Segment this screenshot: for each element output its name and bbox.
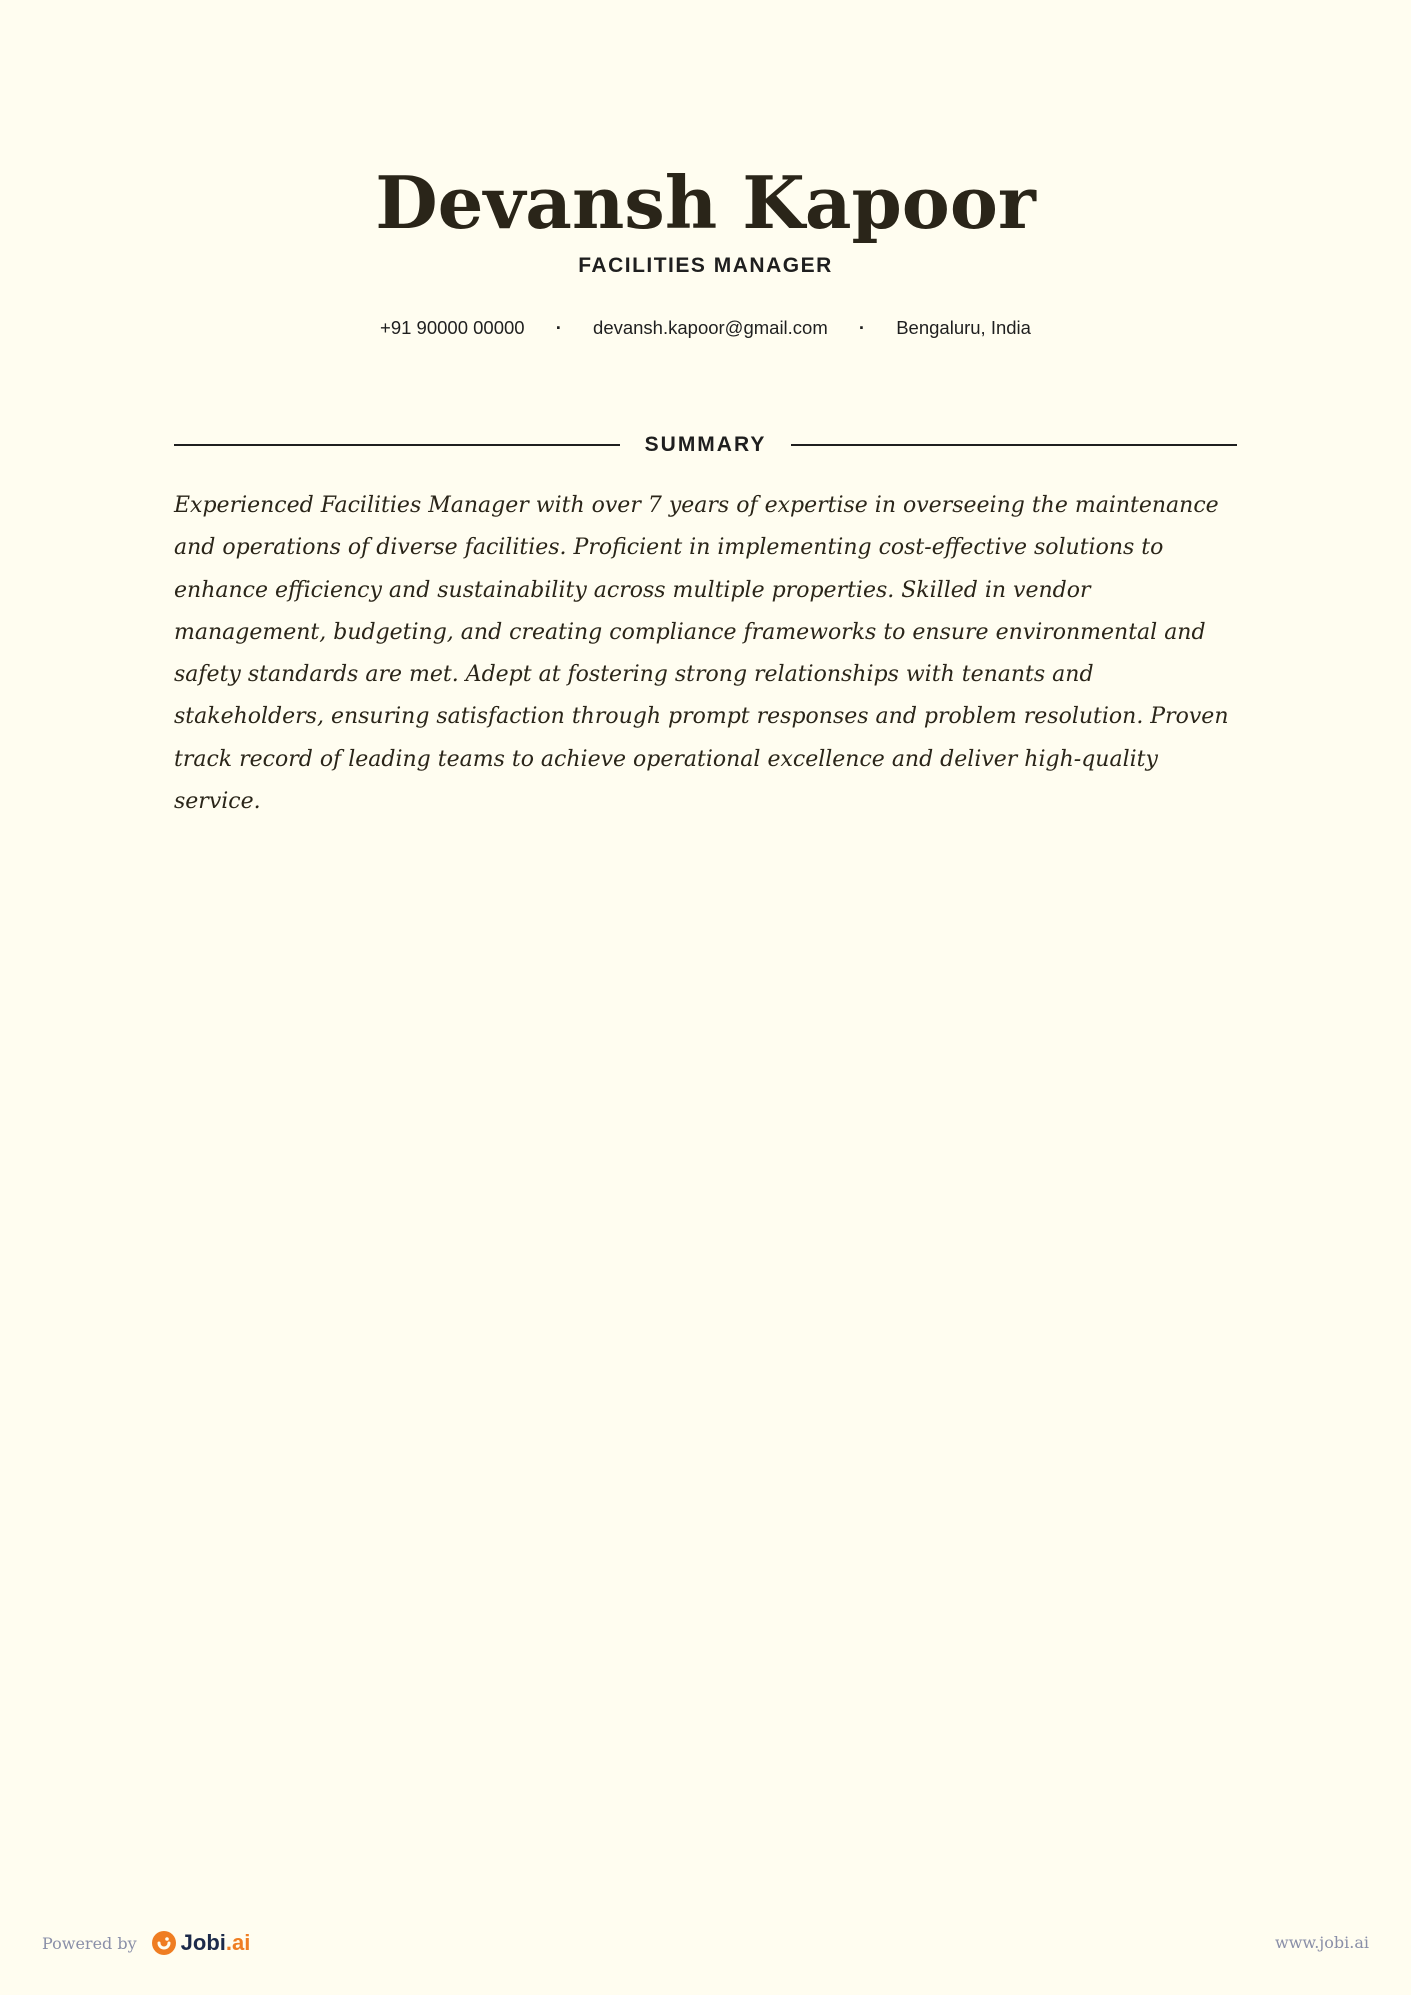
contact-line xyxy=(0,317,1411,339)
summary-section-header xyxy=(174,430,1237,460)
jobi-logo[interactable] xyxy=(151,1930,251,1956)
contact-separator: · xyxy=(555,317,562,338)
brand-main: Jobi xyxy=(180,1930,226,1955)
jobi-logo-icon xyxy=(151,1930,177,1956)
powered-by-label: Powered by xyxy=(42,1933,137,1953)
powered-by-footer xyxy=(42,1930,250,1956)
location: Bengaluru, India xyxy=(896,317,1031,338)
candidate-name: Devansh Kapoor xyxy=(375,160,1036,245)
summary-paragraph: Experienced Facilities Manager with over 7 years of expertise in overseeing the maintenance and operations of diverse facilities. Proficient in implementing cost-effective solutions to enhance efficiency and sustainability across multiple properties. Skilled in vendor management, budgeting, and creating compliance frameworks to ensure environmental and safety standards are met. Adept at fostering strong relationships with tenants and stakeholders, ensuring satisfaction through prompt responses and problem resolution. Proven track record of leading teams to achieve operational excellence and deliver high-quality service. xyxy=(174,493,1229,815)
email-address: devansh.kapoor@gmail.com xyxy=(593,317,828,338)
brand-accent: .ai xyxy=(225,1930,251,1955)
summary-heading: SUMMARY xyxy=(644,433,767,456)
divider-left xyxy=(174,444,620,446)
phone-number: +91 90000 00000 xyxy=(380,317,525,338)
divider-right xyxy=(791,444,1237,446)
jobi-brand-name xyxy=(181,1930,251,1956)
contact-separator: · xyxy=(858,317,866,338)
website-link[interactable]: www.jobi.ai xyxy=(1275,1933,1369,1952)
job-title: FACILITIES MANAGER xyxy=(578,254,833,277)
